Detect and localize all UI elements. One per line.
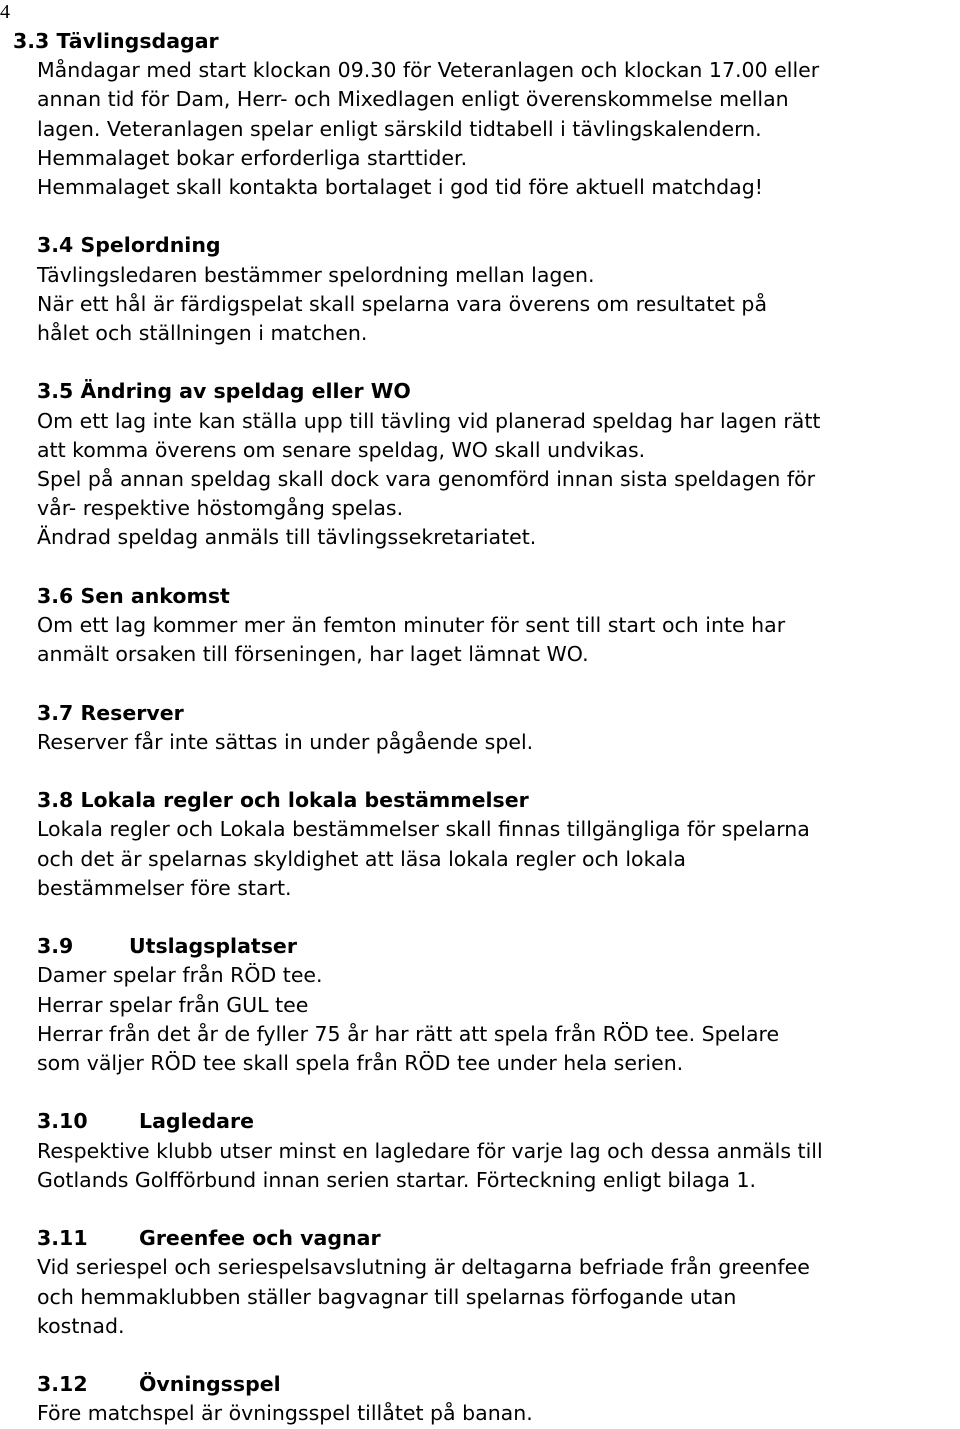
section-text-line: Respektive klubb utser minst en lagledare för varje lag och dessa anmäls till xyxy=(37,1138,823,1163)
section-text-line: annan tid för Dam, Herr- och Mixedlagen enligt överenskommelse mellan xyxy=(37,87,789,112)
section-number: 3.11 xyxy=(37,1226,88,1251)
section-heading xyxy=(37,377,959,406)
document-body xyxy=(13,27,959,1429)
section-number: 3.3 xyxy=(13,29,50,53)
section xyxy=(37,231,959,348)
section-text-line: Spel på annan speldag skall dock vara genomförd innan sista speldagen för xyxy=(37,467,816,492)
section-heading xyxy=(37,699,959,728)
section-text-line: Ändrad speldag anmäls till tävlingssekretariatet. xyxy=(37,525,537,550)
section-text-line: Lokala regler och Lokala bestämmelser skall finnas tillgängliga för spelarna xyxy=(37,817,810,842)
section-title: Sen ankomst xyxy=(80,583,230,608)
section xyxy=(37,377,959,552)
section-text-line: Herrar spelar från GUL tee xyxy=(37,992,309,1017)
section-text-line: anmält orsaken till förseningen, har laget lämnat WO. xyxy=(37,642,589,667)
section-title: Ändring av speldag eller WO xyxy=(80,379,411,404)
section-heading xyxy=(37,932,959,961)
section-text-line: bestämmelser före start. xyxy=(37,875,292,900)
section-heading xyxy=(37,231,959,260)
section-heading xyxy=(37,582,959,611)
section-title: Tävlingsdagar xyxy=(56,29,219,53)
section xyxy=(37,932,959,1078)
section xyxy=(37,1370,959,1428)
section-heading xyxy=(37,1107,959,1136)
section-title: Lokala regler och lokala bestämmelser xyxy=(80,788,529,813)
section-text-line: Hemmalaget skall kontakta bortalaget i god tid före aktuell matchdag! xyxy=(37,175,763,200)
section-title: Reserver xyxy=(80,700,184,725)
section-text-line: och det är spelarnas skyldighet att läsa lokala regler och lokala xyxy=(37,846,686,871)
section xyxy=(37,1224,959,1341)
section-text-line: Tävlingsledaren bestämmer spelordning mellan lagen. xyxy=(37,262,595,287)
section-text-line: vår- respektive höstomgång spelas. xyxy=(37,496,404,521)
section-title: Lagledare xyxy=(139,1109,255,1134)
section-text-line: När ett hål är färdigspelat skall spelarna vara överens om resultatet på xyxy=(37,291,768,316)
section-text-line: som väljer RÖD tee skall spela från RÖD tee under hela serien. xyxy=(37,1051,684,1076)
section-text-line: lagen. Veteranlagen spelar enligt särskild tidtabell i tävlingskalendern. xyxy=(37,116,762,141)
section-text-line: Damer spelar från RÖD tee. xyxy=(37,963,323,988)
section-title: Spelordning xyxy=(80,233,221,258)
section-title: Övningsspel xyxy=(139,1372,281,1397)
section-text-line: Hemmalaget bokar erforderliga starttider. xyxy=(37,145,468,170)
section-number: 3.9 xyxy=(37,934,74,959)
section-number: 3.10 xyxy=(37,1109,88,1134)
section-text-line: Måndagar med start klockan 09.30 för Veteranlagen och klockan 17.00 eller xyxy=(37,58,820,83)
page-number: 4 xyxy=(0,1,10,23)
section-text-line: Vid seriespel och seriespelsavslutning är deltagarna befriade från greenfee xyxy=(37,1255,810,1280)
section-title: Greenfee och vagnar xyxy=(139,1226,381,1251)
section xyxy=(37,786,959,903)
section-text-line: hålet och ställningen i matchen. xyxy=(37,321,368,346)
section-number: 3.4 xyxy=(37,233,74,258)
section-heading xyxy=(37,1370,959,1399)
section xyxy=(13,27,959,202)
section-number: 3.7 xyxy=(37,700,74,725)
section xyxy=(37,699,959,757)
section-text-line: kostnad. xyxy=(37,1313,125,1338)
section-text-line: Reserver får inte sättas in under pågående spel. xyxy=(37,729,534,754)
section-text-line: att komma överens om senare speldag, WO skall undvikas. xyxy=(37,437,646,462)
section-number: 3.6 xyxy=(37,583,74,608)
section-text-line: Om ett lag inte kan ställa upp till tävling vid planerad speldag har lagen rätt xyxy=(37,408,821,433)
section xyxy=(37,582,959,670)
section-heading xyxy=(37,1224,959,1253)
section-text-line: Gotlands Golfförbund innan serien startar. Förteckning enligt bilaga 1. xyxy=(37,1167,757,1192)
section-heading xyxy=(37,786,959,815)
section-text-line: och hemmaklubben ställer bagvagnar till spelarnas förfogande utan xyxy=(37,1284,737,1309)
section-text-line: Före matchspel är övningsspel tillåtet på banan. xyxy=(37,1401,533,1426)
section-heading xyxy=(13,27,959,56)
section-number: 3.12 xyxy=(37,1372,88,1397)
section-number: 3.5 xyxy=(37,379,74,404)
section-text-line: Om ett lag kommer mer än femton minuter för sent till start och inte har xyxy=(37,613,786,638)
section-number: 3.8 xyxy=(37,788,74,813)
section-text-line: Herrar från det år de fyller 75 år har rätt att spela från RÖD tee. Spelare xyxy=(37,1021,780,1046)
section xyxy=(37,1107,959,1195)
section-title: Utslagsplatser xyxy=(129,934,297,959)
